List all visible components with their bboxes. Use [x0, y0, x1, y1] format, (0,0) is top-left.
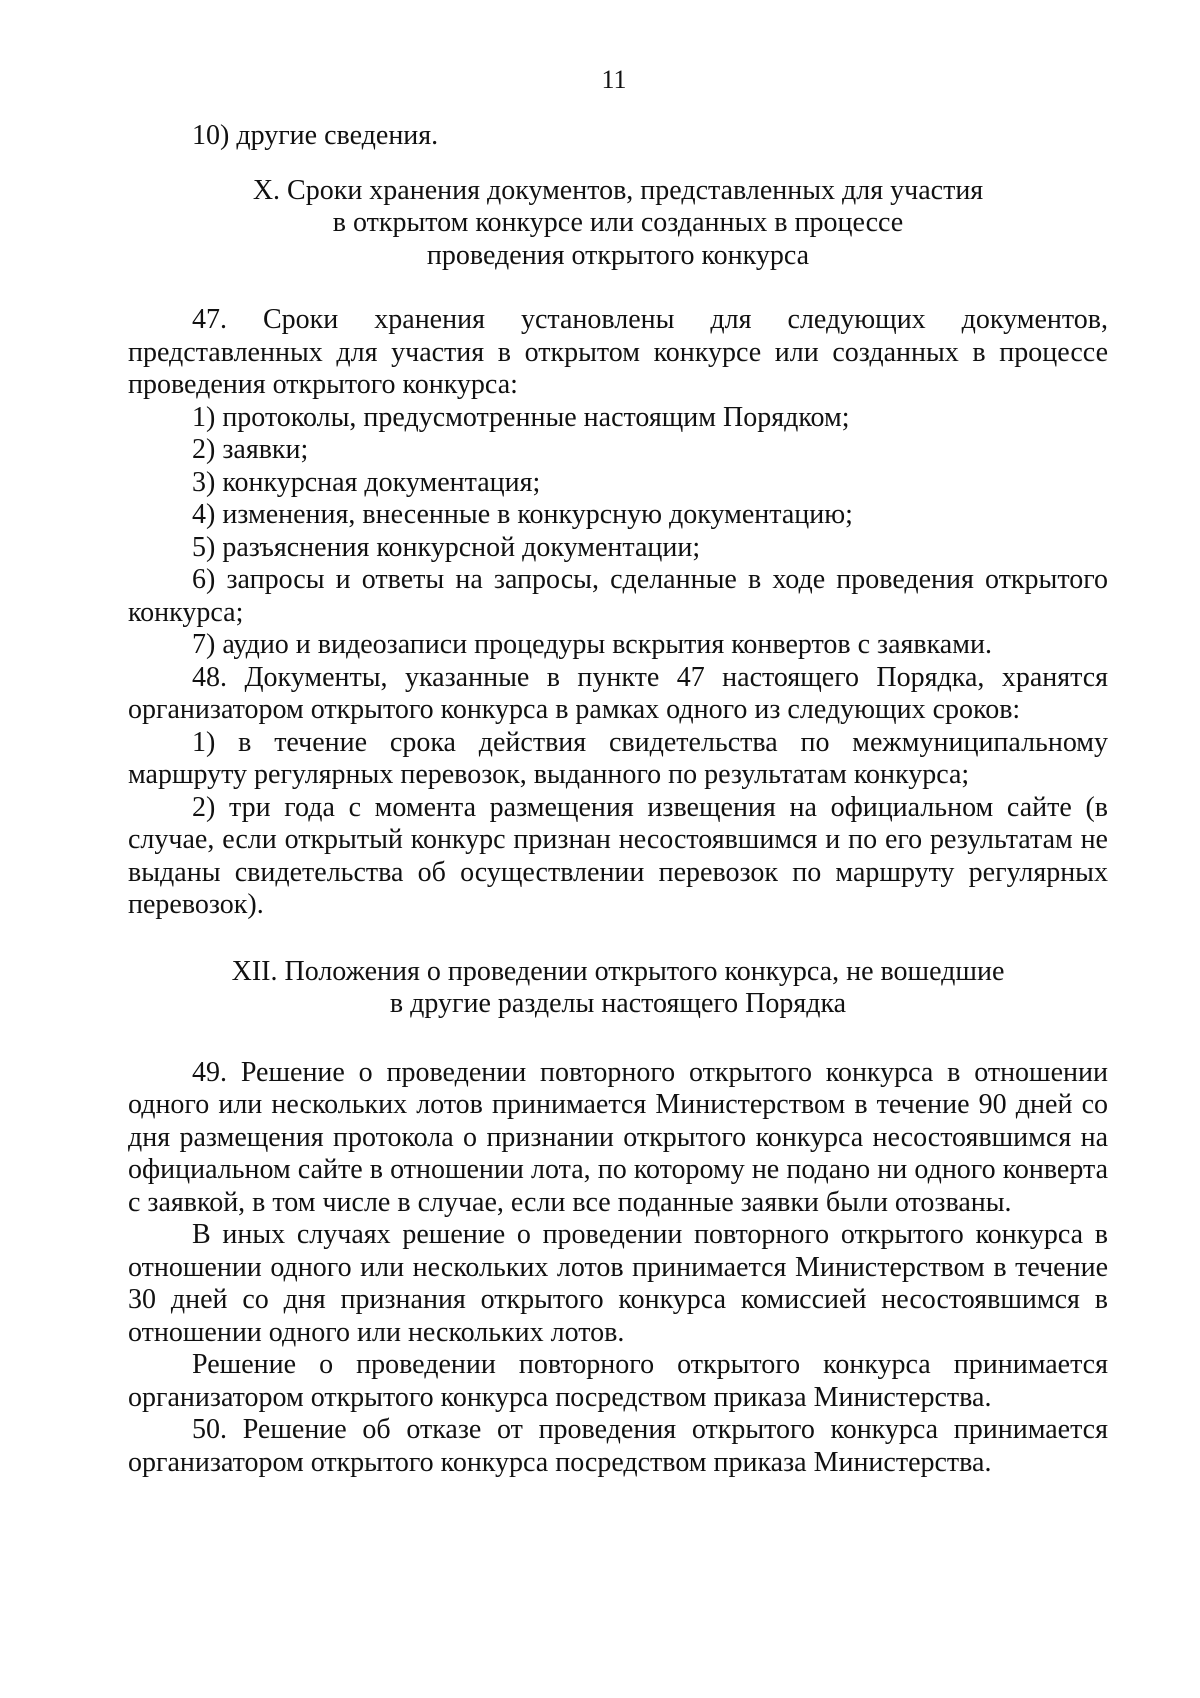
section-heading-line: XII. Положения о проведении открытого конкурса, не вошедшие [231, 955, 1005, 987]
list-item-47-4: 4) изменения, внесенные в конкурсную документацию; [192, 499, 853, 530]
paragraph-47: 47. Сроки хранения установлены для следующих документов, представленных для участия в открытом конкурсе или созданных в процессе проведения открытого конкурса: [128, 304, 1108, 400]
section-heading-line: в открытом конкурсе или созданных в процессе [332, 207, 904, 238]
paragraph-10-other-info: 10) другие сведения. [192, 120, 439, 151]
paragraph-49: 49. Решение о проведении повторного открытого конкурса в отношении одного или нескольких лотов принимается Министерством в течение 90 дней со дня размещения протокола о признании открытого конкурса несостоявшимся на официальном сайте в отношении лота, по которому не подано ни одного конверта с заявкой, в том числе в случае, если все поданные заявки были отозваны. [128, 1056, 1108, 1218]
section-heading-xii [128, 956, 1108, 1021]
list-item-47-6: 6) запросы и ответы на запросы, сделанные в ходе проведения открытого конкурса; [128, 564, 1108, 628]
list-item-47-2: 2) заявки; [192, 434, 309, 465]
list-item-48-2: 2) три года с момента размещения извещения на официальном сайте (в случае, если открытый конкурс признан несостоявшимся и по его результатам не выданы свидетельства об осуществлении перевозок по маршруту регулярных перевозок). [128, 791, 1108, 920]
section-heading-x [128, 175, 1108, 273]
section-heading-line: X. Сроки хранения документов, представленных для участия [252, 174, 984, 206]
paragraph-49-decision: Решение о проведении повторного открытого конкурса принимается организатором открытого конкурса посредством приказа Министерства. [128, 1349, 1108, 1413]
paragraph-50: 50. Решение об отказе от проведения открытого конкурса принимается организатором открытого конкурса посредством приказа Министерства. [128, 1414, 1108, 1478]
list-item-47-7: 7) аудио и видеозаписи процедуры вскрытия конвертов с заявками. [192, 629, 992, 660]
section-heading-line: проведения открытого конкурса [426, 239, 810, 271]
list-item-47-5: 5) разъяснения конкурсной документации; [192, 531, 701, 563]
paragraph-49-other-cases: В иных случаях решение о проведении повторного открытого конкурса в отношении одного или нескольких лотов принимается Министерством в течение 30 дней со дня признания открытого конкурса комиссией несостоявшимся в отношении одного или нескольких лотов. [128, 1219, 1108, 1348]
page-number: 11 [601, 65, 627, 94]
list-item-48-1: 1) в течение срока действия свидетельства по межмуниципальному маршруту регулярных перевозок, выданного по результатам конкурса; [128, 726, 1108, 790]
list-item-47-3: 3) конкурсная документация; [192, 466, 541, 498]
paragraph-48: 48. Документы, указанные в пункте 47 настоящего Порядка, хранятся организатором открытого конкурса в рамках одного из следующих сроков: [128, 661, 1108, 725]
section-heading-line: в другие разделы настоящего Порядка [389, 988, 847, 1019]
document-body [128, 120, 1108, 1479]
list-item-47-1: 1) протоколы, предусмотренные настоящим Порядком; [192, 401, 850, 433]
